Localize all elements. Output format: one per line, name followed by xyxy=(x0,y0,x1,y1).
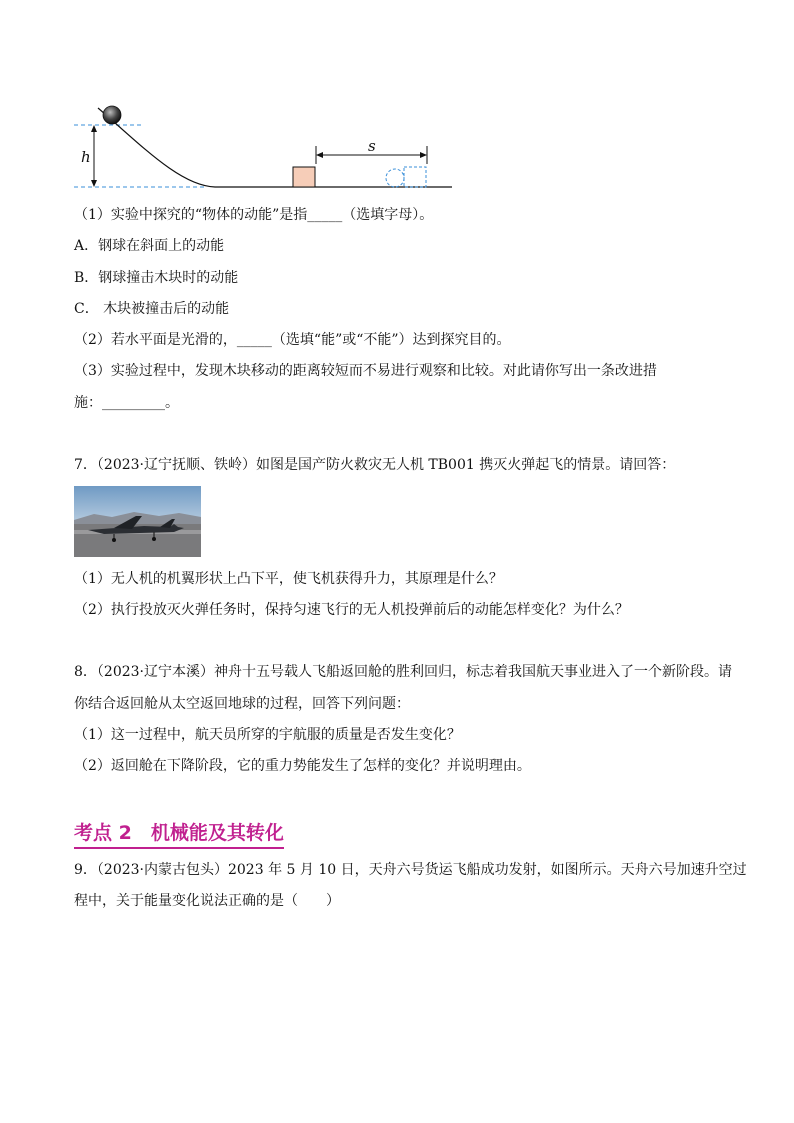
section-heading: 考点 2 机械能及其转化 xyxy=(74,820,284,849)
q6-option-a: A．钢球在斜面上的动能 xyxy=(74,238,225,254)
q6-sub3-line2: 施：_________。 xyxy=(74,395,179,411)
q8-sub2: （2）返回舱在下降阶段，它的重力势能发生了怎样的变化？并说明理由。 xyxy=(74,758,531,774)
q7-sub1: （1）无人机的机翼形状上凸下平，使飞机获得升力，其原理是什么？ xyxy=(74,571,503,587)
q6-sub2: （2）若水平面是光滑的，_____（选填“能”或“不能”）达到探究目的。 xyxy=(74,332,511,348)
q6-option-c: C． 木块被撞击后的动能 xyxy=(74,301,230,317)
q8-stem-line2: 你结合返回舱从太空返回地球的过程，回答下列问题： xyxy=(74,696,410,712)
drone-photo xyxy=(74,486,201,557)
ghost-ball xyxy=(386,169,404,187)
q6-sub1: （1）实验中探究的“物体的动能”是指_____（选填字母）。 xyxy=(74,207,434,223)
q8-stem-line1: 8．（2023·辽宁本溪）神舟十五号载人飞船返回舱的胜利回归，标志着我国航天事业进入了一个新阶段。请 xyxy=(74,664,732,680)
q8-sub1: （1）这一过程中，航天员所穿的宇航服的质量是否发生变化？ xyxy=(74,727,461,743)
ramp-experiment-diagram xyxy=(70,98,460,194)
ramp-curve xyxy=(98,108,452,187)
q9-stem-line2: 程中，关于能量变化说法正确的是（ ） xyxy=(74,893,340,909)
q9-stem-line1: 9．（2023·内蒙古包头）2023 年 5 月 10 日，天舟六号货运飞船成功发射，如图所示。天舟六号加速升空过 xyxy=(74,862,747,878)
q6-option-b: B．钢球撞击木块时的动能 xyxy=(74,270,239,286)
q7-stem: 7．（2023·辽宁抚顺、铁岭）如图是国产防火救灾无人机 TB001 携灭火弹起飞的情景。请回答： xyxy=(74,457,676,473)
q7-sub2: （2）执行投放灭火弹任务时，保持匀速飞行的无人机投弹前后的动能怎样变化？为什么？ xyxy=(74,602,629,618)
height-label: h xyxy=(81,148,91,166)
ghost-block xyxy=(404,167,426,187)
q6-sub3-line1: （3）实验过程中，发现木块移动的距离较短而不易进行观察和比较。对此请你写出一条改进措 xyxy=(74,363,657,379)
steel-ball xyxy=(103,106,121,124)
wooden-block xyxy=(293,167,315,187)
distance-label: s xyxy=(368,137,376,155)
